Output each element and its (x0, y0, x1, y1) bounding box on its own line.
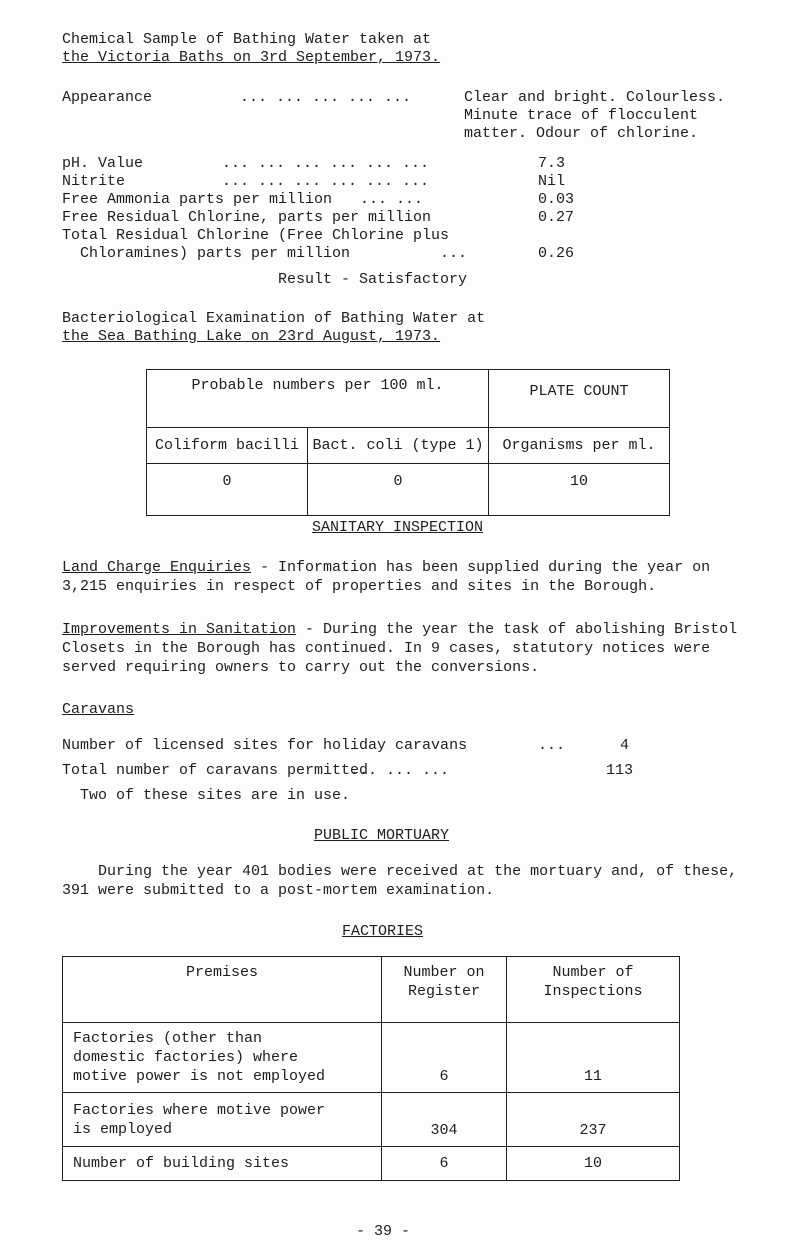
bacteriological-title-line2: the Sea Bathing Lake on 23rd August, 1973. (62, 328, 441, 345)
inspections-cell: 237 (507, 1093, 680, 1147)
inspections-header: Number of Inspections (507, 957, 680, 1023)
improvements-text: - During the year the task of abolishing Bristol Closets in the Borough has continued. In 9 cases, statutory notices were served requiring owners to carry out the conversions. (62, 621, 738, 676)
caravans-permitted-label: Total number of caravans permitted (62, 762, 369, 779)
inspections-cell: 10 (507, 1147, 680, 1181)
licensed-sites-dots: ... (538, 737, 566, 754)
premises-cell: Number of building sites (63, 1147, 382, 1181)
premises-header: Premises (63, 957, 382, 1023)
improvements-paragraph (62, 620, 742, 677)
factories-heading: FACTORIES (342, 923, 424, 940)
appearance-dots: ... ... ... ... ... (240, 89, 412, 106)
caravans-heading: Caravans (62, 701, 135, 718)
ph-dots: ... ... ... ... ... ... (222, 155, 430, 172)
table-row (63, 1093, 680, 1147)
land-charge-text: - Information has been supplied during the year on 3,215 enquiries in respect of properties and sites in the Borough. (62, 559, 711, 595)
bact-coli-value: 0 (308, 464, 489, 516)
caravans-in-use: Two of these sites are in use. (80, 787, 351, 804)
page-number: - 39 - (356, 1223, 411, 1240)
ammonia-dots: ... ... (360, 191, 424, 208)
licensed-sites-value: 4 (620, 737, 630, 754)
licensed-sites-label: Number of licensed sites for holiday caravans (62, 737, 468, 754)
register-cell: 304 (382, 1093, 507, 1147)
appearance-value-1: Clear and bright. Colourless. (464, 89, 726, 106)
plate-count-value: 10 (489, 464, 670, 516)
total-chlorine-label-2: Chloramines) parts per million (80, 245, 351, 262)
nitrite-value: Nil (538, 173, 566, 190)
premises-cell: Factories where motive power is employed (63, 1093, 382, 1147)
chemical-result: Result - Satisfactory (278, 271, 468, 288)
land-charge-heading: Land Charge Enquiries (62, 559, 252, 576)
register-header: Number on Register (382, 957, 507, 1023)
mortuary-heading: PUBLIC MORTUARY (314, 827, 450, 844)
caravans-permitted-value: 113 (606, 762, 634, 779)
bacteriological-title-line1: Bacteriological Examination of Bathing Water at (62, 310, 486, 327)
sanitary-heading: SANITARY INSPECTION (312, 519, 484, 536)
inspections-cell: 11 (507, 1023, 680, 1093)
table-row (63, 1147, 680, 1181)
mortuary-text: During the year 401 bodies were received at the mortuary and, of these, 391 were submitted to a post-mortem examination. (62, 863, 738, 899)
coliform-value: 0 (147, 464, 308, 516)
coliform-header: Coliform bacilli (147, 428, 308, 464)
ammonia-value: 0.03 (538, 191, 575, 208)
bact-coli-header: Bact. coli (type 1) (308, 428, 489, 464)
total-chlorine-label-1: Total Residual Chlorine (Free Chlorine plus (62, 227, 450, 244)
chemical-title-line1: Chemical Sample of Bathing Water taken at (62, 31, 432, 48)
total-chlorine-value: 0.26 (538, 245, 575, 262)
table-row (63, 1023, 680, 1093)
appearance-label: Appearance (62, 89, 153, 106)
register-cell: 6 (382, 1147, 507, 1181)
nitrite-label: Nitrite (62, 173, 126, 190)
appearance-value-2: Minute trace of flocculent (464, 107, 699, 124)
premises-cell: Factories (other than domestic factories) where motive power is not employed (63, 1023, 382, 1093)
ph-value: 7.3 (538, 155, 566, 172)
caravans-permitted-dots: ... ... ... (350, 762, 450, 779)
probable-numbers-header: Probable numbers per 100 ml. (147, 370, 489, 428)
appearance-value-3: matter. Odour of chlorine. (464, 125, 699, 142)
chemical-title-line2: the Victoria Baths on 3rd September, 1973. (62, 49, 441, 66)
ammonia-label: Free Ammonia parts per million (62, 191, 333, 208)
improvements-heading: Improvements in Sanitation (62, 621, 297, 638)
free-chlorine-label: Free Residual Chlorine, parts per million (62, 209, 432, 226)
plate-count-header: PLATE COUNT (489, 370, 670, 428)
register-cell: 6 (382, 1023, 507, 1093)
factories-table (62, 956, 680, 1181)
mortuary-paragraph (62, 862, 742, 900)
organisms-header: Organisms per ml. (489, 428, 670, 464)
total-chlorine-dots: ... (440, 245, 468, 262)
bacteriological-table (146, 369, 670, 516)
land-charge-paragraph (62, 558, 742, 596)
nitrite-dots: ... ... ... ... ... ... (222, 173, 430, 190)
free-chlorine-value: 0.27 (538, 209, 575, 226)
ph-label: pH. Value (62, 155, 144, 172)
